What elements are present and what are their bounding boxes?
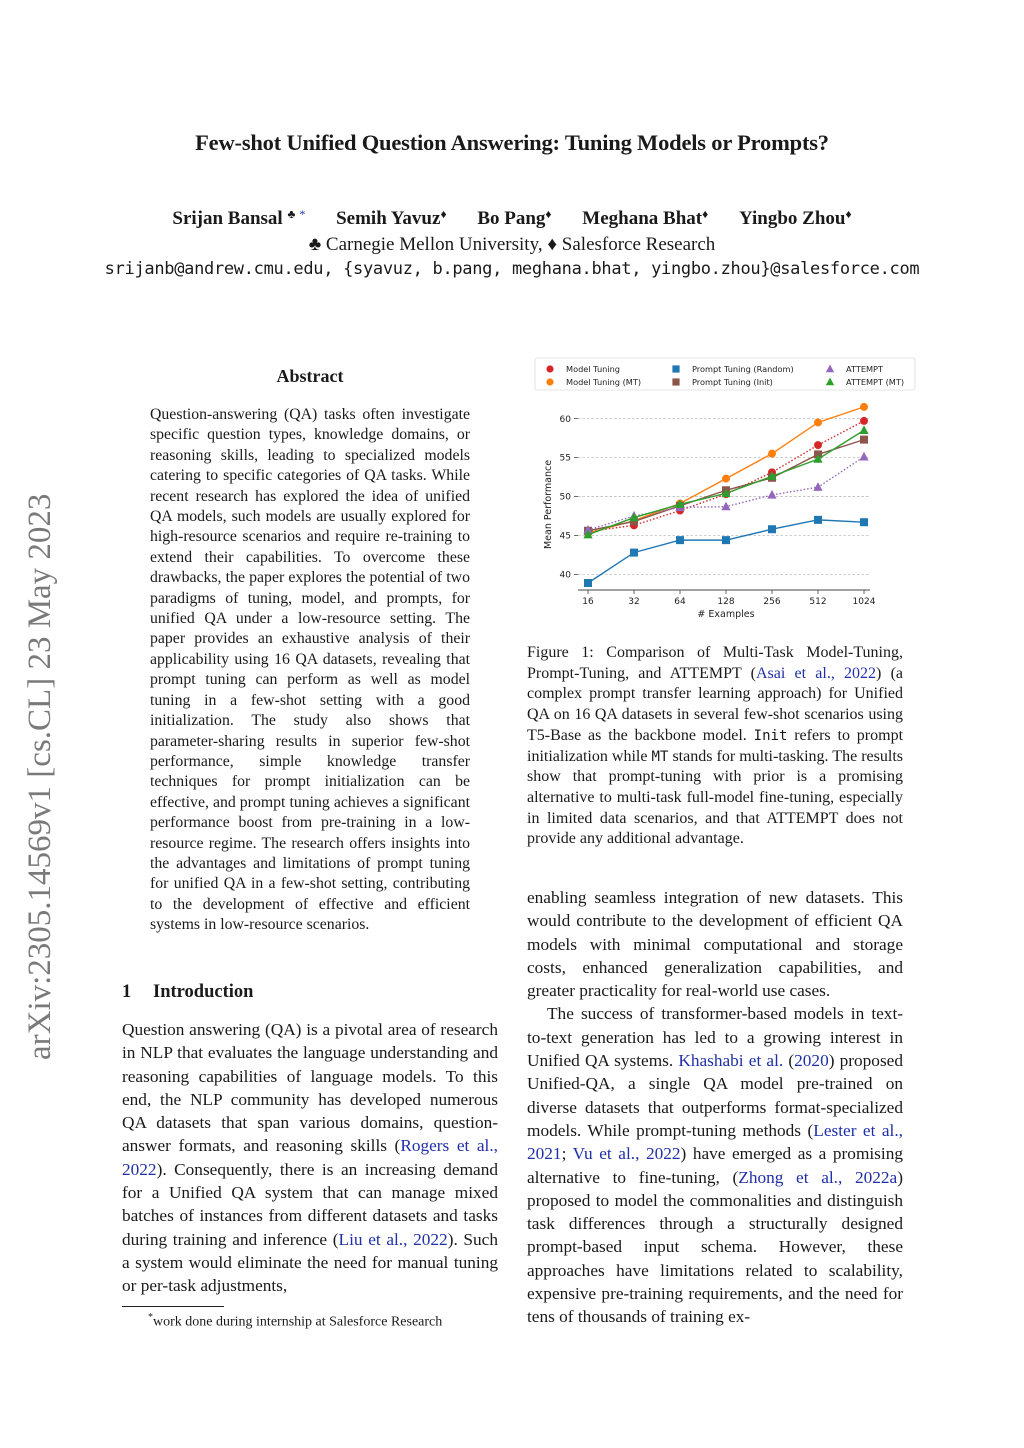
paragraph-text: ). Such a system would eliminate the need for manual tuning or per-task adjustments, xyxy=(122,1229,498,1296)
paragraph-text: Question answering (QA) is a pivotal area of research in NLP that evaluates the language understanding and reasoning capabilities of language models. To this end, the NLP community has developed numerous QA datasets that span various domains, question-answer formats, and reasoning skills ( xyxy=(122,1020,498,1156)
y-tick-label: 40 xyxy=(559,570,571,581)
author xyxy=(477,207,551,230)
legend-label: Model Tuning (MT) xyxy=(566,377,642,387)
y-tick-label: 45 xyxy=(559,531,571,542)
affiliation-mark: ♦ xyxy=(845,207,852,221)
data-point xyxy=(814,418,822,426)
intro-paragraph xyxy=(122,1018,498,1298)
chart-legend xyxy=(535,358,915,390)
footnote xyxy=(148,1312,442,1331)
figure-label: Figure 1: xyxy=(527,644,594,661)
data-point xyxy=(630,549,638,557)
intro-left-column xyxy=(122,1018,498,1298)
y-tick-label: 50 xyxy=(559,492,571,503)
footnote-mark[interactable]: * xyxy=(299,207,306,221)
affiliation-mark: ♦ xyxy=(545,207,552,221)
affiliations: ♣ Carnegie Mellon University, ♦ Salesforce Research xyxy=(308,234,716,255)
paragraph-text: ) proposed to model the commonalities and distinguish task differences through a structurally designed prompt-based input schema. However, these approaches have limitations related to scalability, expensive pre-training requirements, and the need for tens of thousands of training ex- xyxy=(527,1167,903,1327)
author xyxy=(582,207,708,230)
data-point xyxy=(860,403,868,411)
legend-label: ATTEMPT xyxy=(846,364,883,374)
x-tick-label: 64 xyxy=(674,597,686,607)
paragraph-text: ; xyxy=(561,1144,573,1164)
data-point xyxy=(722,475,730,483)
legend-marker xyxy=(672,365,679,372)
data-point xyxy=(768,450,776,458)
data-point xyxy=(859,452,868,461)
affiliation-mark: ♣ xyxy=(287,207,296,221)
footnote-mark: * xyxy=(148,1312,153,1323)
legend-label: Model Tuning xyxy=(566,364,620,374)
data-point xyxy=(860,518,868,526)
x-tick-label: 16 xyxy=(582,597,594,607)
data-point xyxy=(813,482,822,491)
legend-label: Prompt Tuning (Init) xyxy=(692,377,773,387)
author-emails: srijanb@andrew.cmu.edu, {syavuz, b.pang, meghana.bhat, yingbo.zhou}@salesforce.com xyxy=(104,259,920,279)
series-line xyxy=(588,407,864,533)
citation-link[interactable]: Asai et al., 2022 xyxy=(755,664,877,682)
x-axis-label: # Examples xyxy=(697,609,755,620)
paper-title: Few-shot Unified Question Answering: Tuning Models or Prompts? xyxy=(195,130,829,155)
data-point xyxy=(722,536,730,544)
paragraph-text: ) proposed Unified-QA, a single QA model pre-trained on diverse datasets that outperforms format-specialized models. While prompt-tuning methods ( xyxy=(527,1051,903,1140)
x-tick-label: 1024 xyxy=(852,597,876,607)
series-line xyxy=(588,520,864,583)
data-point xyxy=(814,441,822,449)
caption-code: MT xyxy=(651,748,669,765)
author xyxy=(172,207,305,230)
caption-text: stands for multi-tasking. The results show that prompt-tuning with prior is a promising alternative to multi-task full-model fine-tuning, especially in limited data scenarios, and that ATTEMPT does not provide any additional advantage. xyxy=(527,747,904,848)
author-name: Semih Yavuz xyxy=(336,208,441,229)
abstract-heading: Abstract xyxy=(276,366,344,386)
figure-caption xyxy=(527,643,903,850)
data-point xyxy=(676,536,684,544)
arxiv-stamp: arXiv:2305.14569v1 [cs.CL] 23 May 2023 xyxy=(22,493,58,1060)
author xyxy=(739,207,852,230)
footnote-rule xyxy=(122,1306,224,1307)
y-axis-label: Mean Performance xyxy=(543,459,554,550)
citation-link[interactable]: Rogers et al., 2022 xyxy=(122,1136,498,1179)
y-tick-label: 60 xyxy=(559,414,571,425)
author xyxy=(336,207,446,230)
citation-link[interactable]: Khashabi et al. xyxy=(678,1051,784,1071)
section-heading-introduction xyxy=(122,982,253,1003)
author-name: Bo Pang xyxy=(477,208,546,229)
affiliation-mark: ♦ xyxy=(440,207,447,221)
affiliation-mark: ♦ xyxy=(702,207,709,221)
paragraph-text: ). Consequently, there is an increasing demand for a Unified QA system that can manage mixed batches of instances from different datasets and tasks during training and inference ( xyxy=(122,1159,498,1249)
intro-paragraph xyxy=(527,1002,903,1328)
legend-marker xyxy=(546,365,553,372)
x-tick-label: 128 xyxy=(717,597,735,607)
performance-line-chart xyxy=(530,355,920,630)
caption-code: Init xyxy=(753,727,788,744)
section-number: 1 xyxy=(122,982,132,1002)
legend-label: Prompt Tuning (Random) xyxy=(692,364,794,374)
series-model-tuning-mt xyxy=(584,403,868,537)
legend-marker xyxy=(672,378,679,385)
data-point xyxy=(584,579,592,587)
paragraph-text: The success of transformer-based models in text-to-text generation has led to a growing interest in Unified QA systems. xyxy=(527,1004,903,1071)
footnote-text: work done during internship at Salesforce Research xyxy=(153,1314,443,1330)
data-point xyxy=(860,417,868,425)
data-point xyxy=(814,516,822,524)
citation-link[interactable]: Lester et al., 2021 xyxy=(527,1120,904,1164)
y-tick-label: 55 xyxy=(559,453,571,464)
paragraph-text: ( xyxy=(783,1051,795,1071)
author-name: Yingbo Zhou xyxy=(739,208,846,229)
legend-marker xyxy=(546,378,553,385)
citation-link[interactable]: 2020 xyxy=(794,1051,829,1071)
data-point xyxy=(860,436,868,444)
author-name: Meghana Bhat xyxy=(582,208,703,229)
citation-link[interactable]: Liu et al., 2022 xyxy=(338,1229,448,1249)
data-point xyxy=(859,425,868,434)
paragraph-text: ) have emerged as a promising alternative to fine-tuning, ( xyxy=(527,1144,903,1187)
chart-series xyxy=(583,403,868,587)
chart-axes xyxy=(560,415,876,607)
data-point xyxy=(767,490,776,499)
x-tick-label: 32 xyxy=(628,597,640,607)
section-title: Introduction xyxy=(153,982,254,1002)
caption-text: Comparison of Multi-Task Model-Tuning, Prompt-Tuning, and ATTEMPT ( xyxy=(527,644,904,682)
caption-text: ) (a complex prompt transfer learning approach) for Unified QA on 16 QA datasets in several few-shot scenarios using T5-Base as the backbone model. xyxy=(527,664,903,744)
data-point xyxy=(768,525,776,533)
author-name: Srijan Bansal xyxy=(172,208,283,229)
abstract-text: Question-answering (QA) tasks often investigate specific question types, knowledge domains, or reasoning skills, leading to specialized models catering to specific categories of QA tasks. While recent research has explored the idea of unified QA models, such models are usually explored for high-resource scenarios and require re-training to extend their capabilities. To overcome these drawbacks, the paper explores the potential of two paradigms of tuning, model, and prompts, for unified QA under a low-resource setting. The paper provides an exhaustive analysis of their applicability using 16 QA datasets, revealing that prompt tuning can perform as well as model tuning in a few-shot setting with a good initialization. The study also shows that parameter-sharing results in superior few-shot performance, simple knowledge transfer techniques for prompt initialization can be effective, and prompt tuning achieves a significant performance boost from pre-training in a low-resource regime. The research offers insights into the advantages and limitations of prompt tuning for unified QA in a few-shot setting, contributing to the development of effective and efficient systems in low-resource scenarios. xyxy=(150,406,470,934)
x-tick-label: 256 xyxy=(763,597,781,607)
x-tick-label: 512 xyxy=(809,597,827,607)
intro-paragraph: enabling seamless integration of new datasets. This would contribute to the development of efficient QA models with minimal computational and storage costs, enhanced generalization capabilities, and greater practicality for real-world use cases. xyxy=(527,888,903,1001)
intro-right-column xyxy=(527,886,903,1329)
citation-link[interactable]: Zhong et al., 2022a xyxy=(738,1167,898,1187)
author-list xyxy=(0,207,1024,230)
caption-text: refers to prompt initialization while xyxy=(527,726,904,765)
citation-link[interactable]: Vu et al., 2022 xyxy=(572,1144,681,1164)
legend-label: ATTEMPT (MT) xyxy=(846,377,905,387)
